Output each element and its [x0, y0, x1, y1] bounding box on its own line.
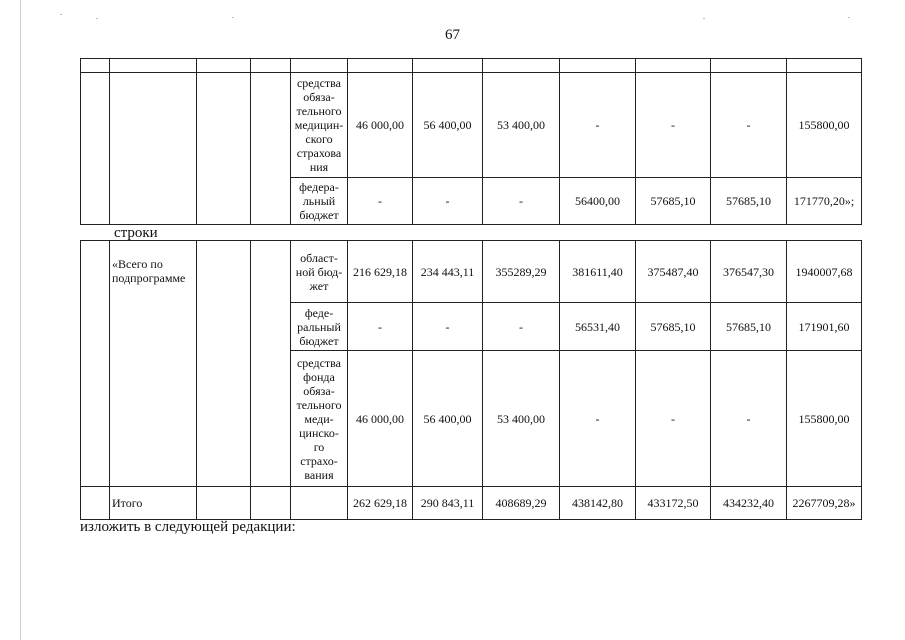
total-cell: 171770,20»;: [787, 178, 862, 225]
page-number: 67: [445, 27, 460, 43]
value-cell: 57685,10: [711, 178, 787, 225]
value-cell: 57685,10: [711, 303, 787, 351]
value-cell: 56531,40: [560, 303, 636, 351]
stroki-label: строки: [114, 225, 158, 241]
budget-table-continuation: [80, 58, 862, 225]
value-cell: 216 629,18: [348, 241, 413, 303]
value-cell: -: [413, 178, 483, 225]
scan-speck: [60, 14, 62, 15]
value-cell: 434232,40: [711, 487, 787, 520]
table-row: [81, 73, 862, 178]
funding-source-cell: средства обяза- тельного медицин- ского страхова ния: [291, 73, 348, 178]
value-cell: -: [348, 178, 413, 225]
total-label-cell: Итого: [110, 487, 197, 520]
program-name-cell: [110, 73, 197, 225]
value-cell: -: [348, 303, 413, 351]
total-cell: 155800,00: [787, 73, 862, 178]
program-name-cell: «Всего по подпрограмме: [110, 241, 197, 487]
value-cell: 56 400,00: [413, 351, 483, 487]
total-cell: 171901,60: [787, 303, 862, 351]
value-cell: 57685,10: [636, 303, 711, 351]
total-cell: 155800,00: [787, 351, 862, 487]
scan-edge-line: [20, 0, 21, 640]
value-cell: -: [483, 178, 560, 225]
value-cell: 56400,00: [560, 178, 636, 225]
scan-speck: [232, 17, 234, 18]
value-cell: -: [560, 73, 636, 178]
value-cell: 375487,40: [636, 241, 711, 303]
scan-speck: [703, 18, 705, 19]
scan-speck: [96, 18, 98, 19]
value-cell: -: [636, 73, 711, 178]
funding-source-cell: област- ной бюд- жет: [291, 241, 348, 303]
value-cell: 57685,10: [636, 178, 711, 225]
value-cell: 408689,29: [483, 487, 560, 520]
value-cell: 433172,50: [636, 487, 711, 520]
value-cell: 290 843,11: [413, 487, 483, 520]
budget-table-rows: [80, 240, 862, 520]
value-cell: 234 443,11: [413, 241, 483, 303]
value-cell: -: [636, 351, 711, 487]
total-row: [81, 487, 862, 520]
value-cell: 53 400,00: [483, 351, 560, 487]
table-header-strip: [81, 59, 862, 73]
total-cell: 2267709,28»: [787, 487, 862, 520]
value-cell: -: [711, 73, 787, 178]
value-cell: 355289,29: [483, 241, 560, 303]
value-cell: 381611,40: [560, 241, 636, 303]
value-cell: 262 629,18: [348, 487, 413, 520]
value-cell: 53 400,00: [483, 73, 560, 178]
value-cell: 376547,30: [711, 241, 787, 303]
table-row: [81, 241, 862, 303]
value-cell: 438142,80: [560, 487, 636, 520]
value-cell: 56 400,00: [413, 73, 483, 178]
value-cell: -: [560, 351, 636, 487]
scan-speck: [848, 17, 850, 18]
instruction-text: изложить в следующей редакции:: [80, 519, 296, 535]
total-cell: 1940007,68: [787, 241, 862, 303]
value-cell: 46 000,00: [348, 73, 413, 178]
value-cell: 46 000,00: [348, 351, 413, 487]
funding-source-cell: [291, 487, 348, 520]
funding-source-cell: средства фонда обяза- тельного меди- цинско- го страхо- вания: [291, 351, 348, 487]
value-cell: -: [711, 351, 787, 487]
funding-source-cell: федера- льный бюджет: [291, 178, 348, 225]
value-cell: -: [413, 303, 483, 351]
funding-source-cell: феде- ральный бюджет: [291, 303, 348, 351]
value-cell: -: [483, 303, 560, 351]
